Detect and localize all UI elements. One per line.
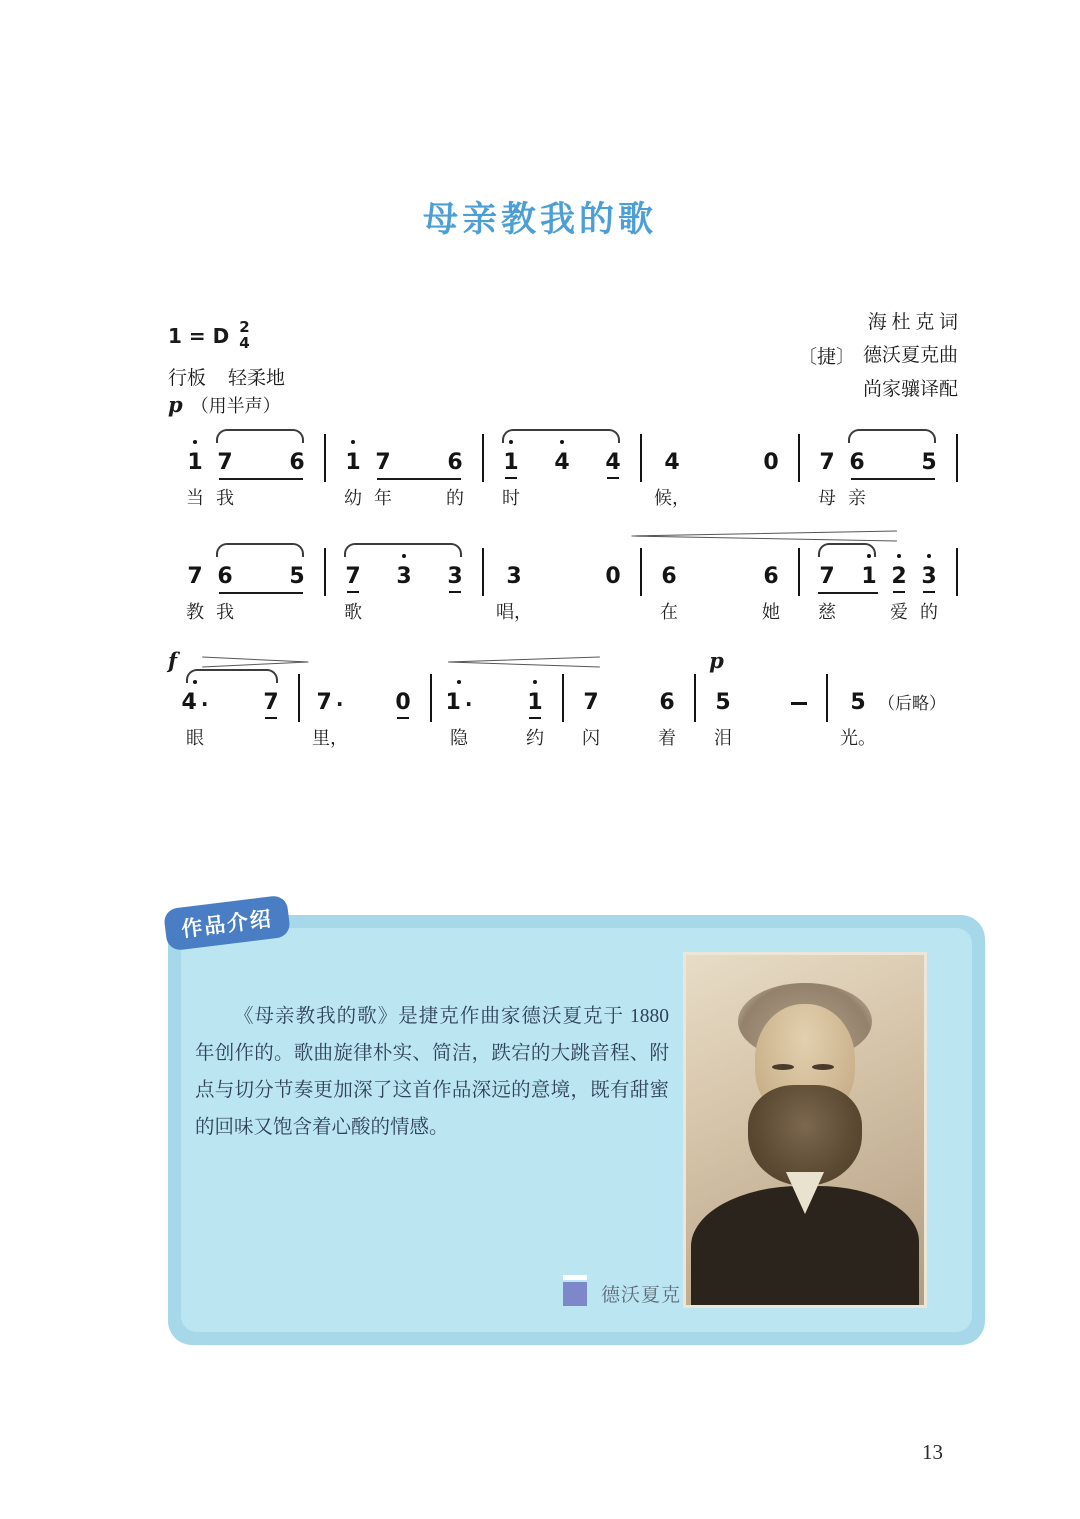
key-text: 1 = D <box>168 323 230 348</box>
page-number: 13 <box>922 1440 943 1464</box>
note-cell <box>708 680 738 752</box>
measures-row <box>168 680 958 752</box>
note-cell <box>444 680 474 752</box>
note-cell <box>282 554 312 626</box>
time-signature <box>239 320 249 351</box>
score-line <box>168 420 958 512</box>
note-cell <box>496 440 526 512</box>
note-group <box>210 554 312 626</box>
note-cell <box>840 680 876 752</box>
intro-dynamic <box>168 392 958 420</box>
lyric-syllable: 约 <box>526 728 544 748</box>
score-line <box>168 528 958 626</box>
measure <box>432 680 562 752</box>
photo-caption <box>563 1280 681 1307</box>
note: 1 <box>345 440 360 474</box>
note: 1 <box>527 680 542 714</box>
note: 7 <box>345 554 360 588</box>
note: 7 <box>187 564 203 589</box>
lyric-syllable: 闪 <box>582 728 600 748</box>
note-cell <box>812 440 842 512</box>
note: 7 <box>819 450 835 475</box>
lyric-syllable: 的 <box>446 488 464 508</box>
note-cell <box>812 554 842 626</box>
time-top: 2 <box>239 318 250 336</box>
lyric-syllable: 我 <box>216 602 234 622</box>
lyric-syllable: 光。 <box>840 728 876 748</box>
note-cell <box>842 440 872 512</box>
measure <box>800 440 956 512</box>
note-cell <box>652 680 682 752</box>
measure <box>326 440 482 512</box>
octave-dot <box>867 554 871 558</box>
note-group <box>368 440 470 512</box>
lyric-syllable: 她 <box>762 602 780 622</box>
hairpin-dim <box>200 656 311 670</box>
note: 7 <box>217 450 233 475</box>
note-cell <box>388 680 418 752</box>
note: 4 <box>554 440 569 474</box>
note-cell <box>598 554 628 626</box>
note-group <box>842 440 944 512</box>
note: 6 <box>661 564 677 589</box>
lyric-syllable: 唱， <box>496 602 532 622</box>
tempo-label: 行板 <box>168 368 207 389</box>
measure <box>168 554 324 626</box>
dynamic-p-mark: p <box>709 648 724 673</box>
measure <box>484 554 640 626</box>
note: 6 <box>217 564 233 589</box>
note-cell <box>180 440 210 512</box>
note-cell <box>496 554 532 626</box>
octave-dot <box>193 440 197 444</box>
measure <box>326 554 482 626</box>
lyric-syllable: 年 <box>374 488 392 508</box>
lyric-syllable: 当 <box>186 488 204 508</box>
lyric-syllable: 慈 <box>818 602 836 622</box>
time-bottom: 4 <box>239 334 250 352</box>
measure <box>564 680 694 752</box>
note: 6 <box>289 450 305 475</box>
note: 1 <box>503 440 518 474</box>
note-group <box>496 440 628 512</box>
music-score <box>168 392 958 752</box>
note-group <box>210 440 312 512</box>
note-cell <box>440 440 470 512</box>
key-signature <box>168 320 285 351</box>
work-intro-box <box>168 906 985 1345</box>
octave-dot <box>927 554 931 558</box>
note: 7 <box>375 450 391 475</box>
note-cell <box>210 554 240 626</box>
lyric-syllable: 泪 <box>714 728 732 748</box>
barline <box>956 548 958 596</box>
dynamic-f-mark: f <box>168 648 178 673</box>
note: 6 <box>447 450 463 475</box>
portrait-photo <box>683 952 927 1308</box>
measure <box>168 680 298 752</box>
note: 6 <box>849 450 865 475</box>
note-cell <box>854 554 884 626</box>
note-cell <box>654 440 690 512</box>
note-cell <box>654 554 684 626</box>
note-cell <box>180 554 210 626</box>
octave-dot <box>351 440 355 444</box>
measure <box>642 440 798 512</box>
intro-tab: 作品介绍 <box>163 895 291 952</box>
note-cell <box>598 440 628 512</box>
note: 0 <box>763 450 779 475</box>
measures-row <box>168 554 958 626</box>
note-cell <box>547 440 577 512</box>
work-intro-panel <box>181 928 972 1332</box>
octave-dot <box>193 680 197 684</box>
note: 5 <box>921 450 937 475</box>
lyric-syllable: 隐 <box>450 728 468 748</box>
note: 0 <box>395 680 410 714</box>
note: 6 <box>763 564 779 589</box>
lyric-syllable: 的 <box>920 602 938 622</box>
note: 2 <box>891 554 906 588</box>
score-header <box>168 320 285 390</box>
tempo-row <box>168 363 285 390</box>
measure <box>696 680 826 752</box>
half-note-dash <box>791 702 807 705</box>
lyric-syllable: 幼 <box>344 488 362 508</box>
barline <box>956 434 958 482</box>
composer-credit: 德沃夏克曲 <box>862 345 958 367</box>
octave-dot <box>509 440 513 444</box>
hairpin-cresc <box>626 530 903 544</box>
portrait-beard <box>748 1085 862 1187</box>
note-cell <box>210 440 240 512</box>
note: 3 <box>396 554 411 588</box>
note-cell <box>756 554 786 626</box>
note-group <box>812 554 884 626</box>
note: 1 <box>861 554 876 588</box>
lyricist-credit: 海 杜 克 词 <box>867 312 958 333</box>
portrait-eye-right <box>812 1064 834 1070</box>
note: 4 <box>605 440 620 474</box>
note-cell <box>389 554 419 626</box>
lyric-syllable: 亲 <box>848 488 866 508</box>
lyric-syllable: 我 <box>216 488 234 508</box>
measure <box>828 680 958 752</box>
note-cell <box>440 554 470 626</box>
note: 7 <box>819 564 835 589</box>
note-cell <box>520 680 550 752</box>
page-title: 母亲教我的歌 <box>422 200 657 239</box>
lyric-syllable: 母 <box>818 488 836 508</box>
score-line <box>168 648 958 752</box>
note: 5 <box>850 690 866 715</box>
note-cell <box>884 554 914 626</box>
note-cell <box>914 440 944 512</box>
note: 3 <box>506 564 522 589</box>
note-cell <box>368 440 398 512</box>
note-cell <box>756 440 786 512</box>
portrait-eye-left <box>772 1064 794 1070</box>
measure <box>800 554 956 626</box>
note: 5 <box>289 564 305 589</box>
lyric-syllable: 教 <box>186 602 204 622</box>
note-cell <box>914 554 944 626</box>
lyric-syllable: 在 <box>660 602 678 622</box>
note-group <box>338 554 470 626</box>
note-cell <box>878 680 946 752</box>
note-cell <box>784 680 814 752</box>
note: 6 <box>659 690 675 715</box>
translator-credit: 尚家骧译配 <box>862 378 958 400</box>
lyric-syllable: 时 <box>502 488 520 508</box>
note: 4 · <box>182 680 209 714</box>
lyric-syllable: 爱 <box>890 602 908 622</box>
measure <box>484 440 640 512</box>
caption-marker <box>563 1282 587 1306</box>
note: 1 · <box>446 680 473 714</box>
note: 0 <box>605 564 621 589</box>
note-cell <box>256 680 286 752</box>
note-group <box>180 680 286 752</box>
hairpin-cresc <box>445 656 603 670</box>
octave-dot <box>533 680 537 684</box>
note-cell <box>312 680 348 752</box>
note: 1 <box>187 440 202 474</box>
note-cell <box>338 554 368 626</box>
measure <box>642 554 798 626</box>
notation-lines <box>168 420 958 752</box>
note: 7 · <box>316 690 344 716</box>
measure <box>300 680 430 752</box>
half-voice-note: （用半声） <box>190 396 281 416</box>
mood-label: 轻柔地 <box>228 368 286 389</box>
lyric-syllable: 着 <box>658 728 676 748</box>
intro-paragraph: 《母亲教我的歌》是捷克作曲家德沃夏克于 1880 年创作的。歌曲旋律朴实、简洁，跌宕的大跳音程、附点与切分节奏更加深了这首作品深远的意境，既有甜蜜的回味又饱含着心酸的情感。 <box>195 1006 669 1138</box>
credits-block <box>798 306 958 406</box>
note: 4 <box>664 450 680 475</box>
note: 7 <box>583 690 599 715</box>
octave-dot <box>457 680 461 684</box>
lyric-syllable: 候， <box>654 488 690 508</box>
note: 3 <box>921 554 936 588</box>
dynamic-p-mark: p <box>168 392 183 417</box>
note-cell <box>338 440 368 512</box>
note: 5 <box>715 690 731 715</box>
octave-dot <box>560 440 564 444</box>
caption-label: 德沃夏克 <box>601 1285 682 1306</box>
note-cell <box>282 440 312 512</box>
note-cell <box>576 680 606 752</box>
octave-dot <box>897 554 901 558</box>
measure <box>168 440 324 512</box>
note <box>791 680 807 714</box>
note: 3 <box>447 554 462 588</box>
lyric-syllable: 歌 <box>344 602 362 622</box>
lyric-syllable: 眼 <box>186 728 204 748</box>
score-annotation: （后略） <box>878 694 946 713</box>
origin-bracket: 〔捷〕 <box>797 347 855 369</box>
measures-row <box>168 440 958 512</box>
note: 7 <box>263 680 278 714</box>
octave-dot <box>402 554 406 558</box>
lyric-syllable: 里， <box>312 728 348 748</box>
note-cell <box>180 680 210 752</box>
